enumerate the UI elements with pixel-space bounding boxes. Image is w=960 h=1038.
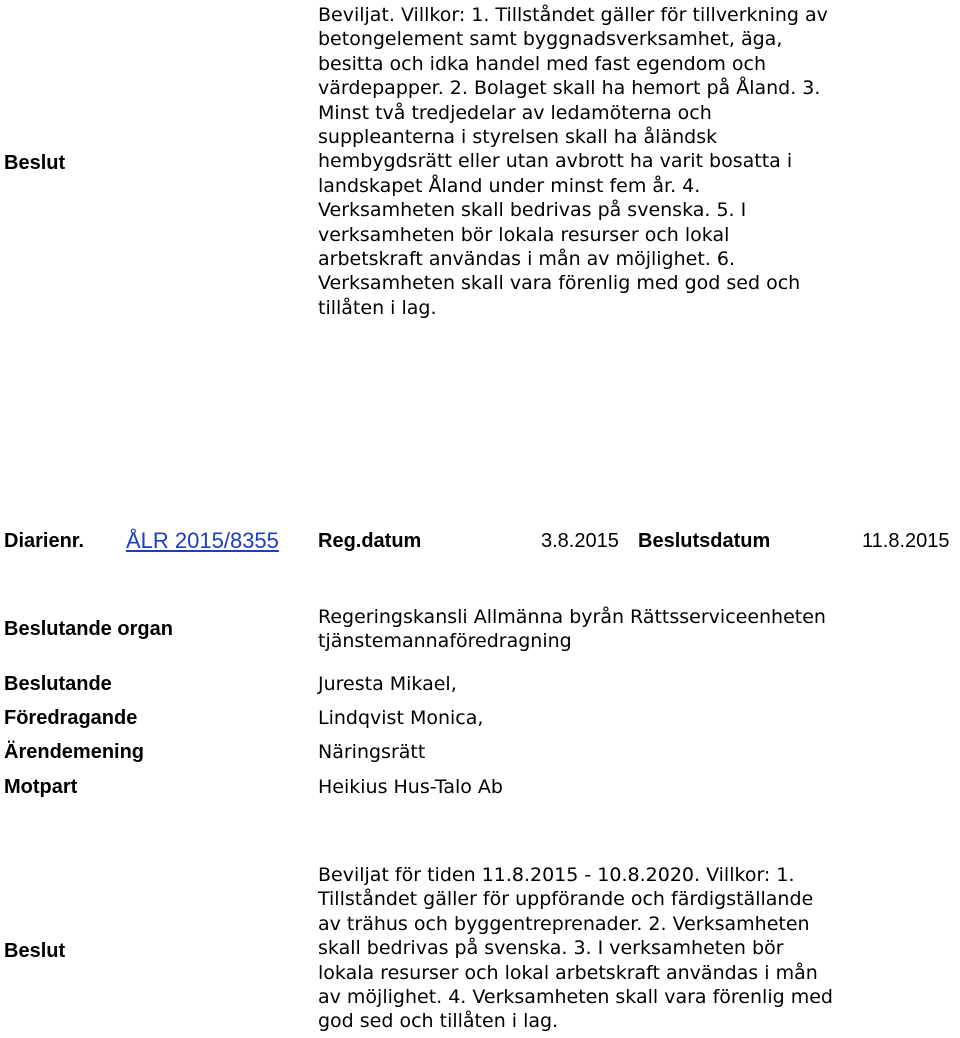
beslutsdatum-value: 11.8.2015: [862, 530, 950, 552]
beslutande-organ-label: Beslutande organ: [4, 618, 173, 640]
motpart-label: Motpart: [4, 776, 78, 798]
foredragande-value: Lindqvist Monica,: [318, 707, 484, 729]
decision-text: Beviljat. Villkor: 1. Tillståndet gäller för tillverkning av betongelement samt byggnadsverksamhet, äga, besitta och idka handel med fast egendom och värdepapper. 2. Bolaget skall ha hemort på Åland. 3. Minst två tredjedelar av ledamöterna och suppleanterna i styrelsen skall ha åländsk hembygdsrätt eller utan avbrott ha varit bosatta i landskapet Åland under minst fem år. 4. Verksamheten skall bedrivas på svenska. 5. I verksamheten bör lokala resurser och lokal arbetskraft användas i mån av möjlighet. 6. Verksamheten skall vara förenlig med god sed och tillåten i lag.: [318, 4, 828, 319]
diarienr-label: Diarienr.: [4, 530, 85, 552]
regdatum-label: Reg.datum: [318, 530, 422, 552]
beslutande-label: Beslutande: [4, 673, 112, 695]
decision-label: Beslut: [4, 152, 66, 174]
arendemening-value: Näringsrätt: [318, 741, 426, 763]
beslutsdatum-label: Beslutsdatum: [638, 530, 771, 552]
regdatum-value: 3.8.2015: [541, 530, 619, 552]
beslutande-organ-value: Regeringskansli Allmänna byrån Rättsserviceenheten tjänstemannaföredragning: [318, 606, 826, 653]
beslutande-value: Juresta Mikael,: [318, 673, 457, 695]
diarienr-link[interactable]: ÅLR 2015/8355: [126, 528, 279, 553]
foredragande-label: Föredragande: [4, 707, 138, 729]
decision-label-2: Beslut: [4, 940, 66, 962]
decision-text-2: Beviljat för tiden 11.8.2015 - 10.8.2020. Villkor: 1. Tillståndet gäller för uppförande och färdigställande av trähus och byggentreprenader. 2. Verksamheten skall bedrivas på svenska. 3. I verksamheten bör lokala resurser och lokal arbetskraft användas i mån av möjlighet. 4. Verksamheten skall vara förenlig med god sed och tillåten i lag.: [318, 864, 833, 1033]
arendemening-label: Ärendemening: [4, 741, 145, 763]
motpart-value: Heikius Hus-Talo Ab: [318, 776, 503, 798]
